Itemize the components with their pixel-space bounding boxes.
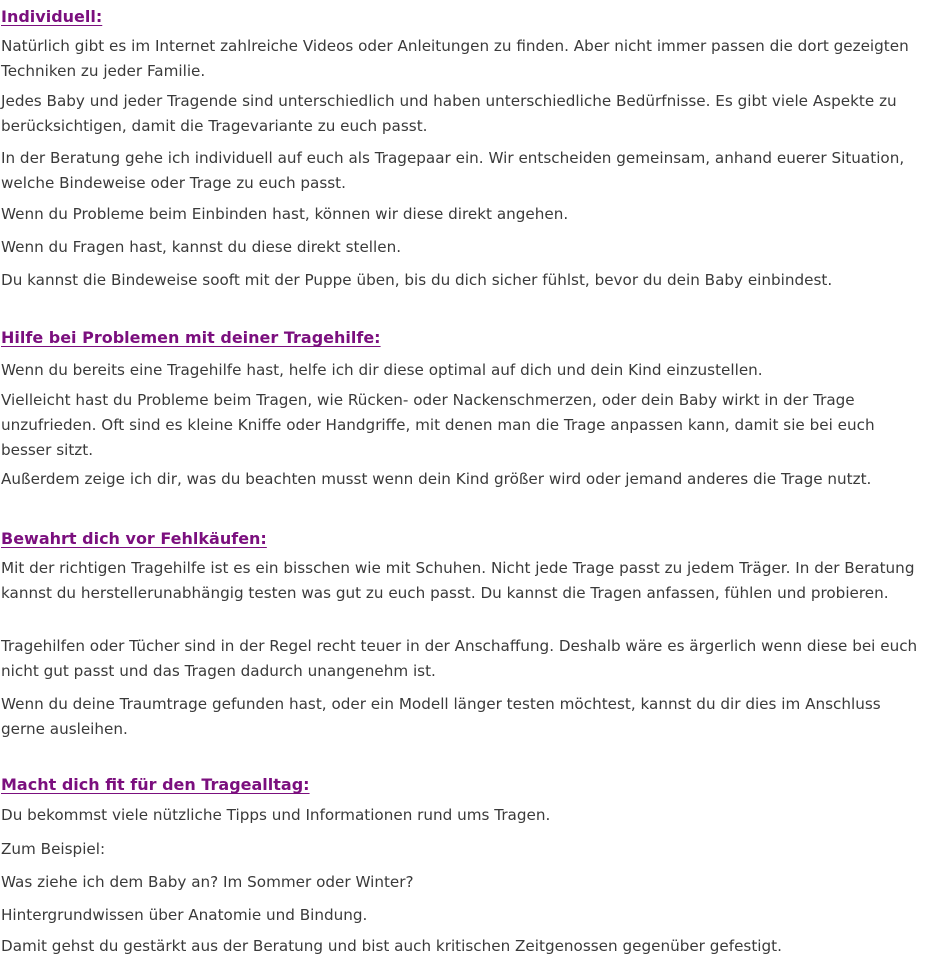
paragraph: Natürlich gibt es im Internet zahlreiche Videos oder Anleitungen zu finden. Aber nicht immer passen die dort gezeigten Techniken zu jeder Familie.	[1, 37, 909, 80]
paragraph: Wenn du Fragen hast, kannst du diese direkt stellen.	[1, 238, 402, 256]
paragraph: Damit gehst du gestärkt aus der Beratung und bist auch kritischen Zeitgenossen gegenüber gefestigt.	[1, 937, 782, 955]
paragraph: Vielleicht hast du Probleme beim Tragen, wie Rücken- oder Nackenschmerzen, oder dein Baby wirkt in der Trage unzufrieden. Oft sind es kleine Kniffe oder Handgriffe, mit denen man die Trage anpassen kann, damit sie bei euch besser sitzt.	[1, 391, 875, 459]
paragraph: Was ziehe ich dem Baby an? Im Sommer oder Winter?	[1, 873, 414, 891]
paragraph: In der Beratung gehe ich individuell auf euch als Tragepaar ein. Wir entscheiden gemeinsam, anhand euerer Situation, welche Bindeweise oder Trage zu euch passt.	[1, 149, 905, 192]
section-heading: Bewahrt dich vor Fehlkäufen:	[1, 529, 267, 548]
paragraph: Jedes Baby und jeder Tragende sind unterschiedlich und haben unterschiedliche Bedürfnisse. Es gibt viele Aspekte zu berücksichtigen, damit die Tragevariante zu euch passt.	[1, 92, 897, 135]
paragraph: Zum Beispiel:	[1, 840, 106, 858]
paragraph: Mit der richtigen Tragehilfe ist es ein bisschen wie mit Schuhen. Nicht jede Trage passt zu jedem Träger. In der Beratung kannst du herstellerunabhängig testen was gut zu euch passt. Du kannst die Tragen anfassen, fühlen und probieren.	[1, 559, 915, 602]
section-heading: Individuell:	[1, 7, 103, 26]
paragraph: Wenn du Probleme beim Einbinden hast, können wir diese direkt angehen.	[1, 205, 569, 223]
section-heading: Macht dich fit für den Tragealltag:	[1, 775, 310, 794]
paragraph: Wenn du bereits eine Tragehilfe hast, helfe ich dir diese optimal auf dich und dein Kind einzustellen.	[1, 361, 763, 379]
paragraph: Du bekommst viele nützliche Tipps und Informationen rund ums Tragen.	[1, 806, 551, 824]
paragraph: Hintergrundwissen über Anatomie und Bindung.	[1, 906, 368, 924]
paragraph: Du kannst die Bindeweise sooft mit der Puppe üben, bis du dich sicher fühlst, bevor du dein Baby einbindest.	[1, 271, 833, 289]
section-heading: Hilfe bei Problemen mit deiner Tragehilfe:	[1, 328, 381, 347]
paragraph: Tragehilfen oder Tücher sind in der Regel recht teuer in der Anschaffung. Deshalb wäre es ärgerlich wenn diese bei euch nicht gut passt und das Tragen dadurch unangenehm ist.	[1, 637, 918, 680]
paragraph: Außerdem zeige ich dir, was du beachten musst wenn dein Kind größer wird oder jemand anderes die Trage nutzt.	[1, 470, 872, 488]
paragraph: Wenn du deine Traumtrage gefunden hast, oder ein Modell länger testen möchtest, kannst du dir dies im Anschluss gerne ausleihen.	[1, 695, 881, 738]
